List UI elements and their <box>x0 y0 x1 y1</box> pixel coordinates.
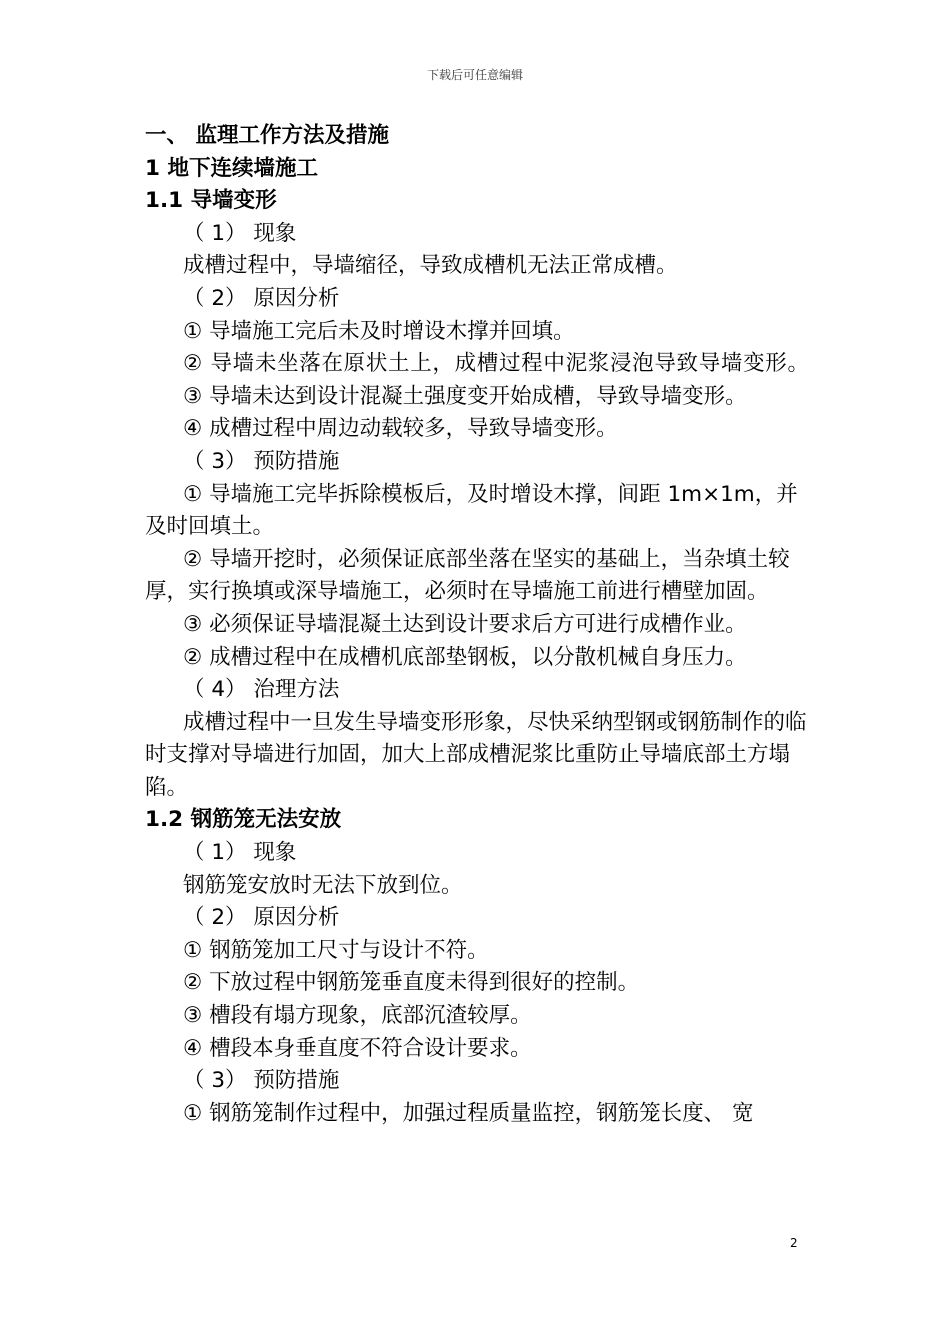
item-heading: （ 2） 原因分析 <box>183 905 340 931</box>
item-heading: （ 1） 现象 <box>183 220 297 246</box>
subsubsection-heading: 1.1 导墙变形 <box>145 188 277 214</box>
paragraph: ① 钢筋笼制作过程中，加强过程质量监控，钢筋笼长度、 宽 <box>183 1100 754 1126</box>
paragraph: ① 导墙施工完后未及时增设木撑并回填。 <box>183 318 575 344</box>
subsection-heading: 1 地下连续墙施工 <box>145 155 318 181</box>
document-body <box>145 120 809 1130</box>
item-heading: （ 3） 预防措施 <box>183 1068 340 1094</box>
paragraph: 成槽过程中一旦发生导墙变形形象，尽快采纳型钢或钢筋制作的临时支撑对导墙进行加固，加大上部成槽泥浆比重防止导墙底部土方塌陷。 <box>145 709 807 800</box>
paragraph: ③ 导墙未达到设计混凝土强度变开始成槽，导致导墙变形。 <box>183 383 747 409</box>
paragraph: ③ 槽段有塌方现象，底部沉渣较厚。 <box>183 1003 532 1029</box>
paragraph: ④ 成槽过程中周边动载较多，导致导墙变形。 <box>183 416 618 442</box>
paragraph: ② 成槽过程中在成槽机底部垫钢板，以分散机械自身压力。 <box>183 644 747 670</box>
paragraph: ④ 槽段本身垂直度不符合设计要求。 <box>183 1035 532 1061</box>
item-heading: （ 4） 治理方法 <box>183 677 340 703</box>
item-heading: （ 3） 预防措施 <box>183 448 340 474</box>
page-header: 下载后可任意编辑 <box>426 68 523 82</box>
paragraph: ② 导墙开挖时，必须保证底部坐落在坚实的基础上，当杂填土较厚，实行换填或深导墙施工，必须时在导墙施工前进行槽壁加固。 <box>145 546 790 605</box>
paragraph: ② 下放过程中钢筋笼垂直度未得到很好的控制。 <box>183 970 640 996</box>
page-number: 2 <box>790 1236 798 1250</box>
section-heading: 一、 监理工作方法及措施 <box>145 123 389 148</box>
item-heading: （ 1） 现象 <box>183 840 297 866</box>
paragraph: ① 导墙施工完毕拆除模板后，及时增设木撑，间距 1m×1m，并及时回填土。 <box>145 481 798 540</box>
paragraph: 成槽过程中，导墙缩径，导致成槽机无法正常成槽。 <box>183 253 678 279</box>
item-heading: （ 2） 原因分析 <box>183 285 340 311</box>
paragraph: 钢筋笼安放时无法下放到位。 <box>183 872 463 898</box>
paragraph: ① 钢筋笼加工尺寸与设计不符。 <box>183 937 489 963</box>
paragraph: ③ 必须保证导墙混凝土达到设计要求后方可进行成槽作业。 <box>183 611 747 637</box>
paragraph: ② 导墙未坐落在原状土上，成槽过程中泥浆浸泡导致导墙变形。 <box>183 351 809 377</box>
subsubsection-heading: 1.2 钢筋笼无法安放 <box>145 807 342 833</box>
